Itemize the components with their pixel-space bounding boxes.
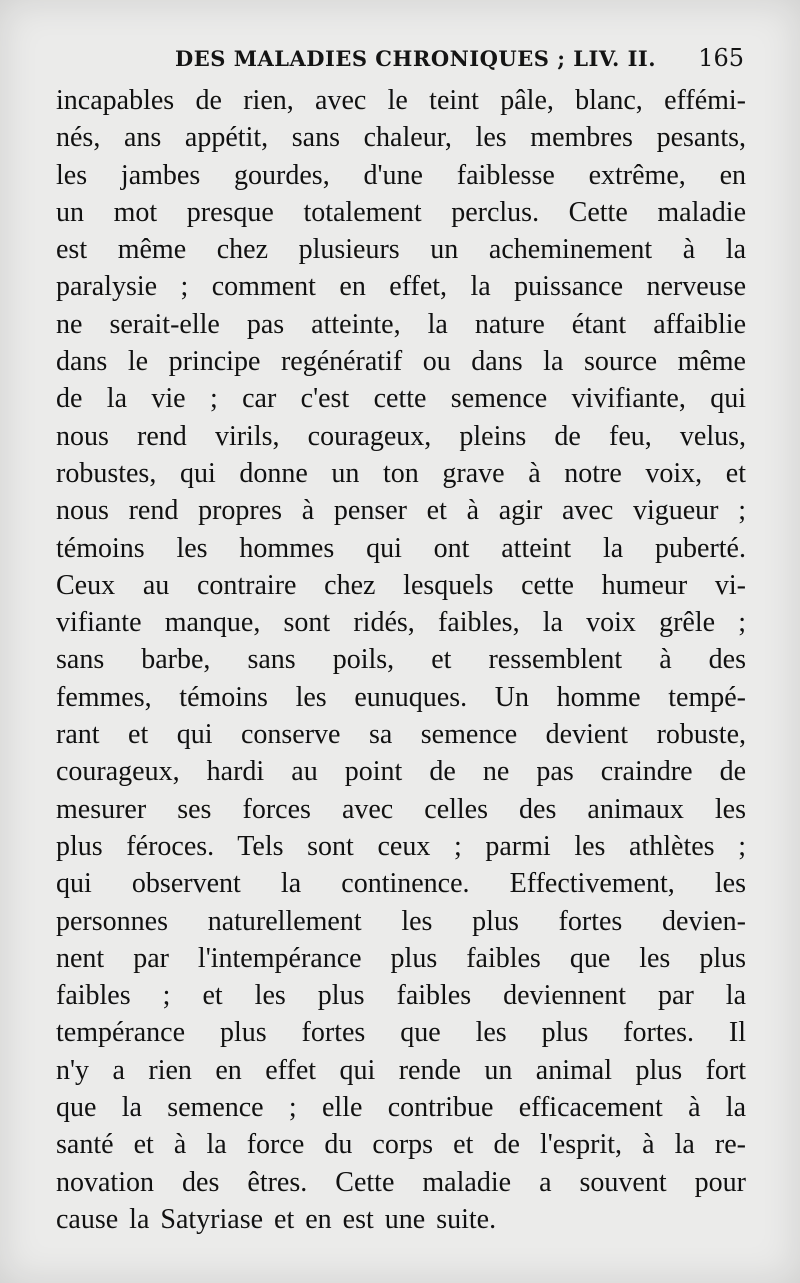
- text-line: nés, ans appétit, sans chaleur, les membres pesants,: [56, 122, 746, 154]
- text-line: femmes, témoins les eunuques. Un homme tempé-: [56, 681, 746, 713]
- text-line: dans le principe regénératif ou dans la source même: [56, 346, 746, 378]
- text-line: qui observent la continence. Effectivement, les: [56, 868, 746, 900]
- page-header: [50, 40, 750, 80]
- text-line: novation des êtres. Cette maladie a souvent pour: [56, 1166, 746, 1198]
- text-line: cause la Satyriase et en est une suite.: [56, 1203, 497, 1235]
- text-line: rant et qui conserve sa semence devient robuste,: [56, 719, 746, 751]
- text-line: témoins les hommes qui ont atteint la puberté.: [56, 532, 746, 564]
- text-line: un mot presque totalement perclus. Cette maladie: [56, 196, 746, 228]
- page-number: 165: [698, 44, 744, 72]
- text-line: que la semence ; elle contribue efficacement à la: [56, 1092, 746, 1124]
- text-line: incapables de rien, avec le teint pâle, blanc, effémi-: [56, 85, 746, 116]
- text-line: ne serait-elle pas atteinte, la nature étant affaiblie: [56, 308, 746, 340]
- text-line: les jambes gourdes, d'une faiblesse extrême, en: [56, 159, 746, 191]
- text-line: paralysie ; comment en effet, la puissance nerveuse: [56, 271, 746, 303]
- text-line: nous rend virils, courageux, pleins de feu, velus,: [56, 420, 746, 452]
- text-line: Ceux au contraire chez lesquels cette humeur vi-: [56, 569, 746, 601]
- text-line: faibles ; et les plus faibles deviennent par la: [56, 980, 746, 1012]
- text-line: nous rend propres à penser et à agir avec vigueur ;: [56, 495, 746, 527]
- text-line: courageux, hardi au point de ne pas craindre de: [56, 756, 746, 788]
- text-line: est même chez plusieurs un acheminement à la: [56, 234, 746, 266]
- text-line: tempérance plus fortes que les plus fortes. Il: [56, 1017, 746, 1049]
- text-line: vifiante manque, sont ridés, faibles, la voix grêle ;: [56, 607, 746, 639]
- running-head: DES MALADIES CHRONIQUES ; LIV. II.: [175, 46, 657, 71]
- text-line: plus féroces. Tels sont ceux ; parmi les athlètes ;: [56, 830, 746, 862]
- text-line: n'y a rien en effet qui rende un animal plus fort: [56, 1054, 746, 1086]
- text-line: de la vie ; car c'est cette semence vivifiante, qui: [56, 383, 746, 415]
- text-line: robustes, qui donne un ton grave à notre voix, et: [56, 457, 746, 489]
- text-line: santé et à la force du corps et de l'esprit, à la re-: [56, 1129, 746, 1161]
- text-line: mesurer ses forces avec celles des animaux les: [56, 793, 746, 825]
- body-text: [56, 82, 746, 1238]
- text-line: sans barbe, sans poils, et ressemblent à des: [56, 644, 746, 676]
- text-line: nent par l'intempérance plus faibles que les plus: [56, 942, 746, 974]
- text-line: personnes naturellement les plus fortes devien-: [56, 905, 746, 937]
